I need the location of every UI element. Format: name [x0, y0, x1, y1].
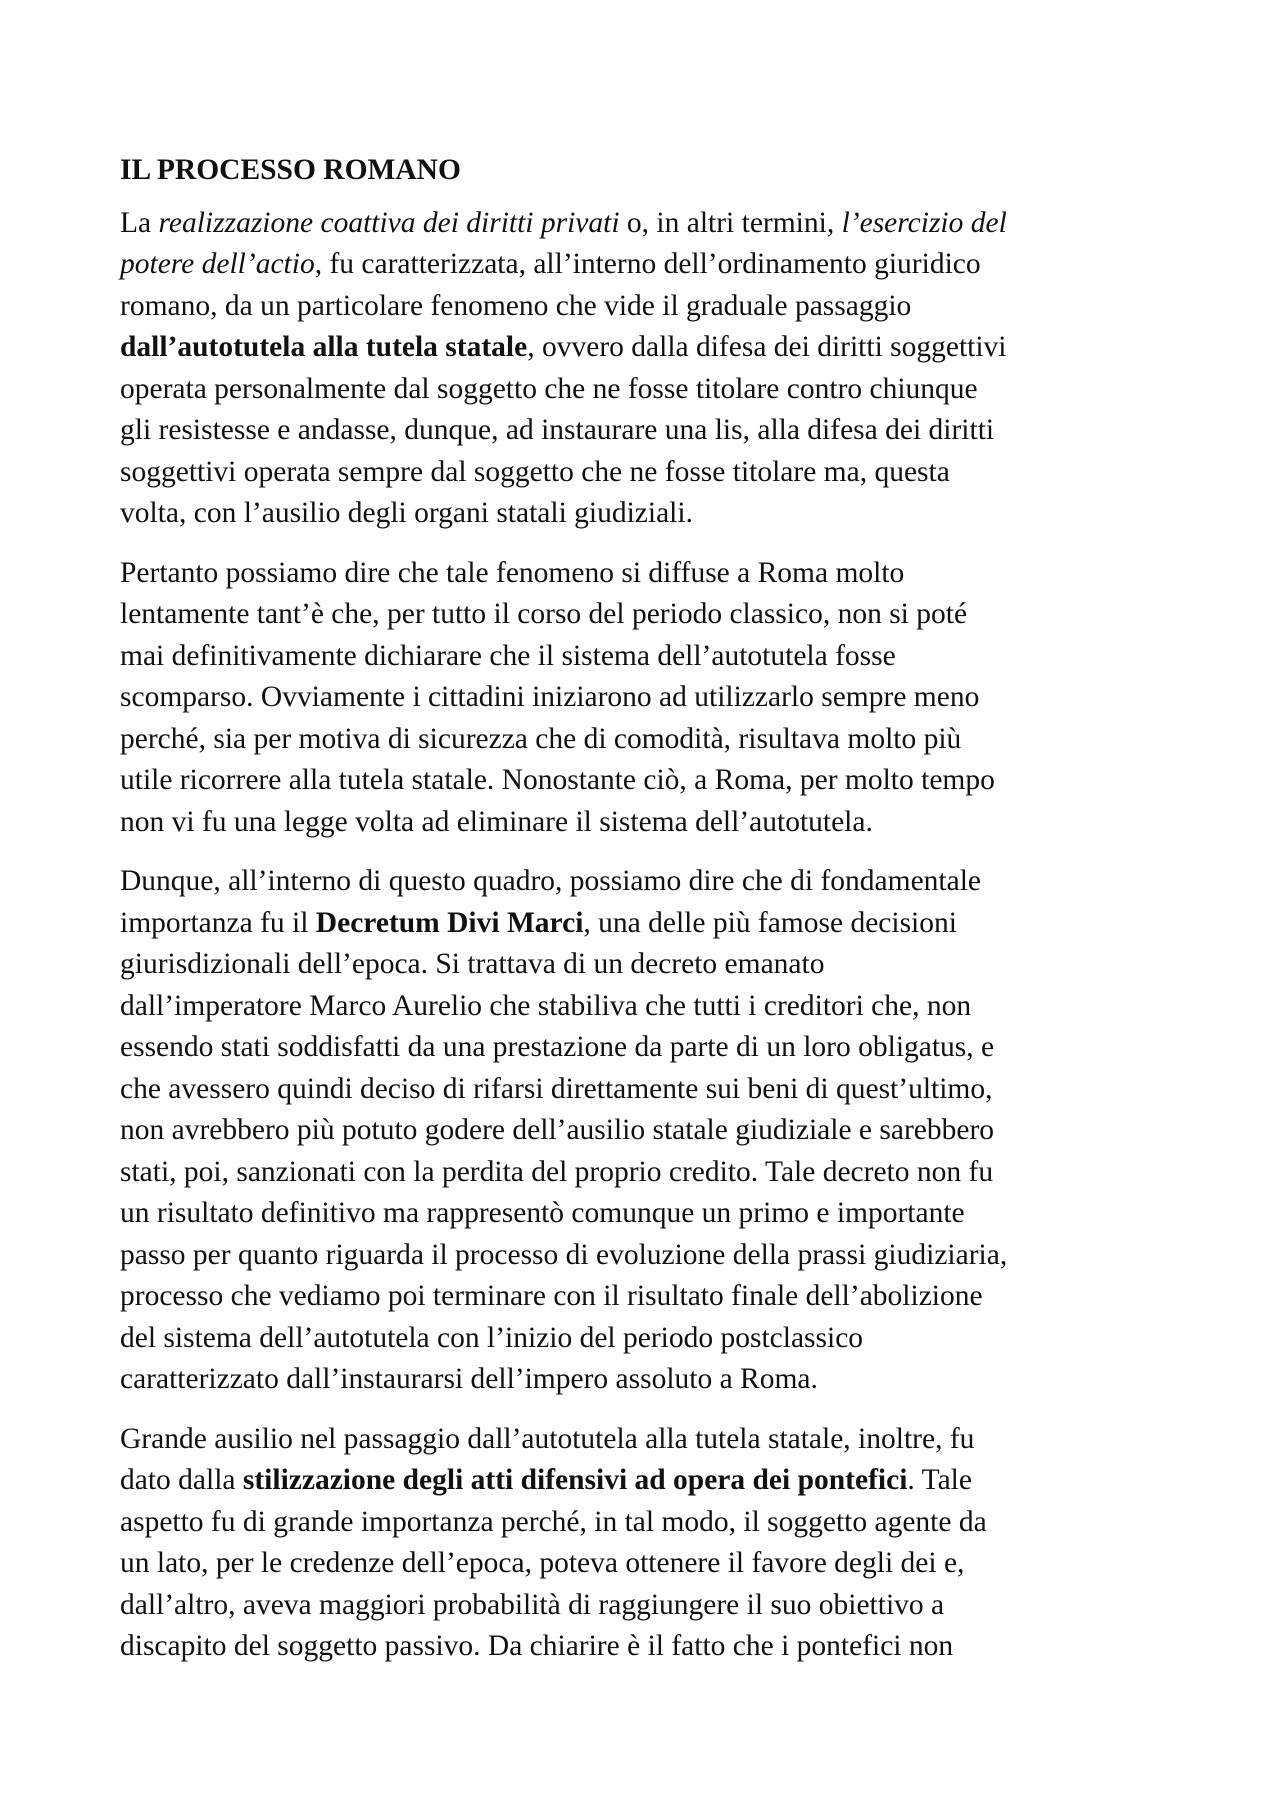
text-run: discapito del soggetto passivo. Da chiarire è il fatto che i pontefici non — [120, 1630, 954, 1662]
document-body — [120, 150, 1165, 1686]
text-run: non vi fu una legge volta ad eliminare il sistema dell’autotutela. — [120, 805, 873, 838]
text-line — [120, 1069, 1165, 1111]
italic-text: realizzazione coattiva dei diritti privati — [158, 206, 620, 239]
text-line — [120, 369, 1165, 411]
text-line — [120, 594, 1165, 636]
text-line — [120, 286, 1165, 328]
text-run: un risultato definitivo ma rappresentò comunque un primo e importante — [120, 1197, 965, 1229]
italic-text: potere dell’actio — [120, 248, 315, 280]
text-run: processo che vediamo poi terminare con il risultato finale dell’abolizione — [120, 1280, 983, 1312]
text-line — [120, 986, 1165, 1028]
text-line — [120, 1235, 1165, 1277]
text-run: operata personalmente dal soggetto che ne fosse titolare contro chiunque — [120, 372, 978, 405]
text-line — [120, 861, 1165, 903]
text-line — [120, 1193, 1165, 1235]
text-run: . Tale — [907, 1464, 972, 1496]
text-line — [120, 903, 1165, 945]
text-line — [120, 327, 1165, 369]
bold-text: Decretum Divi Marci — [315, 906, 584, 939]
text-line — [120, 1318, 1165, 1360]
text-line — [120, 1626, 1165, 1668]
text-line — [120, 1276, 1165, 1318]
text-run: soggettivi operata sempre dal soggetto che ne fosse titolare ma, questa — [120, 455, 950, 488]
text-run: utile ricorrere alla tutela statale. Nonostante ciò, a Roma, per molto tempo — [120, 764, 995, 796]
text-line — [120, 1502, 1165, 1544]
text-run: essendo stati soddisfatti da una prestazione da parte di un loro obligatus, e — [120, 1031, 995, 1063]
text-run: mai definitivamente dichiarare che il sistema dell’autotutela fosse — [120, 639, 896, 672]
text-run: del sistema dell’autotutela con l’inizio del periodo postclassico — [120, 1321, 864, 1354]
text-line — [120, 636, 1165, 678]
text-run: scomparso. Ovviamente i cittadini iniziarono ad utilizzarlo sempre meno — [120, 681, 980, 713]
text-line — [120, 244, 1165, 286]
text-line — [120, 1585, 1165, 1627]
text-line — [120, 1460, 1165, 1502]
text-run: che avessero quindi deciso di rifarsi direttamente sui beni di quest’ultimo, — [120, 1072, 993, 1105]
text-run: importanza fu il — [120, 906, 316, 939]
text-line — [120, 719, 1165, 761]
paragraph — [120, 1419, 1165, 1668]
bold-text: stilizzazione degli atti difensivi ad opera dei pontefici — [242, 1464, 908, 1496]
text-run: , ovvero dalla difesa dei diritti soggettivi — [527, 331, 1007, 363]
text-run: romano, da un particolare fenomeno che vide il graduale passaggio — [120, 289, 912, 322]
text-line — [120, 1110, 1165, 1152]
text-line — [120, 1543, 1165, 1585]
italic-text: l’esercizio del — [841, 206, 1007, 239]
text-run: perché, sia per motiva di sicurezza che di comodità, risultava molto più — [120, 722, 962, 755]
text-run: aspetto fu di grande importanza perché, in tal modo, il soggetto agente da — [120, 1505, 987, 1538]
paragraph — [120, 203, 1165, 535]
text-run: dall’altro, aveva maggiori probabilità di raggiungere il suo obiettivo a — [120, 1588, 945, 1621]
text-line — [120, 944, 1165, 986]
bold-text: dall’autotutela alla tutela statale — [120, 331, 528, 363]
paragraph — [120, 861, 1165, 1401]
paragraph — [120, 553, 1165, 844]
text-run: stati, poi, sanzionati con la perdita del proprio credito. Tale decreto non fu — [120, 1155, 994, 1188]
text-run: La — [120, 206, 159, 239]
text-run: dato dalla — [120, 1464, 243, 1496]
text-run: o, in altri termini, — [619, 206, 842, 239]
document-title: IL PROCESSO ROMANO — [120, 154, 461, 186]
text-run: caratterizzato dall’instaurarsi dell’impero assoluto a Roma. — [120, 1363, 818, 1395]
text-run: giurisdizionali dell’epoca. Si trattava di un decreto emanato — [120, 948, 825, 980]
text-run: , una delle più famose decisioni — [583, 906, 957, 939]
text-line — [120, 760, 1165, 802]
text-line — [120, 1152, 1165, 1194]
text-run: volta, con l’ausilio degli organi statali giudiziali. — [120, 497, 693, 529]
text-run: Dunque, all’interno di questo quadro, possiamo dire che di fondamentale — [120, 865, 982, 897]
text-run: gli resistesse e andasse, dunque, ad instaurare una lis, alla difesa dei diritti — [120, 414, 995, 446]
paragraphs-container — [120, 203, 1165, 1668]
text-run: dall’imperatore Marco Aurelio che stabiliva che tutti i creditori che, non — [120, 989, 972, 1022]
text-line — [120, 410, 1165, 452]
text-run: un lato, per le credenze dell’epoca, poteva ottenere il favore degli dei e, — [120, 1547, 965, 1579]
text-line — [120, 677, 1165, 719]
text-line — [120, 493, 1165, 535]
text-run: Pertanto possiamo dire che tale fenomeno si diffuse a Roma molto — [120, 556, 905, 589]
text-run: lentamente tant’è che, per tutto il corso del periodo classico, non si poté — [120, 598, 968, 630]
text-line — [120, 1027, 1165, 1069]
text-run: non avrebbero più potuto godere dell’ausilio statale giudiziale e sarebbero — [120, 1114, 995, 1146]
text-line — [120, 1359, 1165, 1401]
text-line — [120, 553, 1165, 595]
text-line — [120, 802, 1165, 844]
text-line — [120, 203, 1165, 245]
text-run: Grande ausilio nel passaggio dall’autotutela alla tutela statale, inoltre, fu — [120, 1422, 975, 1455]
text-run: passo per quanto riguarda il processo di evoluzione della prassi giudiziaria, — [120, 1238, 1008, 1271]
text-line — [120, 452, 1165, 494]
text-run: , fu caratterizzata, all’interno dell’ordinamento giuridico — [314, 248, 981, 280]
text-line — [120, 1419, 1165, 1461]
